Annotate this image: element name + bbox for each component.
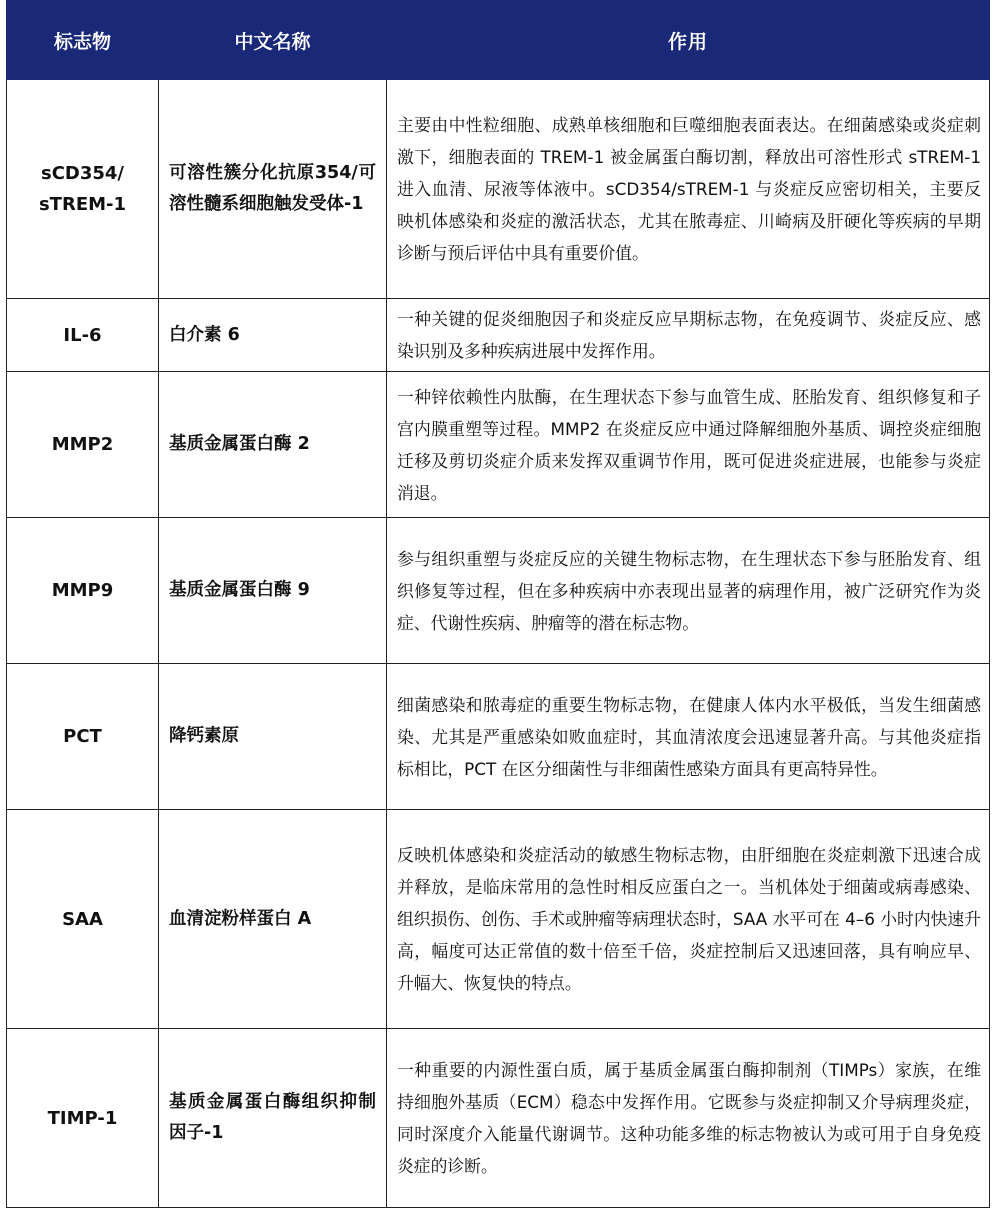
- effect-cell: 一种关键的促炎细胞因子和炎症反应早期标志物，在免疫调节、炎症反应、感染识别及多种疾病进展中发挥作用。: [387, 299, 990, 372]
- marker-cell: TIMP-1: [7, 1029, 159, 1208]
- chinese-name-cell: 基质金属蛋白酶组织抑制因子-1: [159, 1029, 387, 1208]
- header-row: [7, 1, 990, 80]
- table-header: [7, 1, 990, 80]
- chinese-name-cell: 基质金属蛋白酶 9: [159, 518, 387, 664]
- effect-cell: 反映机体感染和炎症活动的敏感生物标志物，由肝细胞在炎症刺激下迅速合成并释放，是临床常用的急性时相反应蛋白之一。当机体处于细菌或病毒感染、组织损伤、创伤、手术或肿瘤等病理状态时，SAA 水平可在 4–6 小时内快速升高，幅度可达正常值的数十倍至千倍，炎症控制后又迅速回落，具有响应早、升幅大、恢复快的特点。: [387, 810, 990, 1029]
- table-body: [7, 80, 990, 1208]
- chinese-name-cell: 白介素 6: [159, 299, 387, 372]
- marker-name: sCD354/ sTREM-1: [38, 163, 127, 215]
- table-row: [7, 80, 990, 299]
- marker-cell: IL-6: [7, 299, 159, 372]
- table-row: [7, 299, 990, 372]
- table-row: [7, 1029, 990, 1208]
- header-chinese-name: 中文名称: [159, 1, 387, 80]
- marker-cell: PCT: [7, 664, 159, 810]
- marker-cell: SAA: [7, 810, 159, 1029]
- effect-cell: 主要由中性粒细胞、成熟单核细胞和巨噬细胞表面表达。在细菌感染或炎症刺激下，细胞表面的 TREM-1 被金属蛋白酶切割，释放出可溶性形式 sTREM-1 进入血清、尿液等体液中。sCD354/sTREM-1 与炎症反应密切相关，主要反映机体感染和炎症的激活状态，尤其在脓毒症、川崎病及肝硬化等疾病的早期诊断与预后评估中具有重要价值。: [387, 80, 990, 299]
- marker-cell: [7, 80, 159, 299]
- chinese-name-cell: 可溶性簇分化抗原354/可溶性髓系细胞触发受体-1: [159, 80, 387, 299]
- effect-cell: 细菌感染和脓毒症的重要生物标志物，在健康人体内水平极低，当发生细菌感染、尤其是严重感染如败血症时，其血清浓度会迅速显著升高。与其他炎症指标相比，PCT 在区分细菌性与非细菌性感染方面具有更高特异性。: [387, 664, 990, 810]
- marker-cell: MMP2: [7, 372, 159, 518]
- table-row: [7, 810, 990, 1029]
- table-row: [7, 372, 990, 518]
- effect-cell: 一种锌依赖性内肽酶，在生理状态下参与血管生成、胚胎发育、组织修复和子宫内膜重塑等过程。MMP2 在炎症反应中通过降解细胞外基质、调控炎症细胞迁移及剪切炎症介质来发挥双重调节作用，既可促进炎症进展，也能参与炎症消退。: [387, 372, 990, 518]
- chinese-name-cell: 血清淀粉样蛋白 A: [159, 810, 387, 1029]
- chinese-name-cell: 基质金属蛋白酶 2: [159, 372, 387, 518]
- table-row: [7, 518, 990, 664]
- table-row: [7, 664, 990, 810]
- chinese-name-cell: 降钙素原: [159, 664, 387, 810]
- header-effect: 作用: [387, 1, 990, 80]
- effect-cell: 参与组织重塑与炎症反应的关键生物标志物，在生理状态下参与胚胎发育、组织修复等过程，但在多种疾病中亦表现出显著的病理作用，被广泛研究作为炎症、代谢性疾病、肿瘤等的潜在标志物。: [387, 518, 990, 664]
- biomarker-table: [6, 0, 990, 1208]
- header-marker: 标志物: [7, 1, 159, 80]
- effect-cell: 一种重要的内源性蛋白质，属于基质金属蛋白酶抑制剂（TIMPs）家族，在维持细胞外基质（ECM）稳态中发挥作用。它既参与炎症抑制又介导病理炎症，同时深度介入能量代谢调节。这种功能多维的标志物被认为或可用于自身免疫炎症的诊断。: [387, 1029, 990, 1208]
- marker-cell: MMP9: [7, 518, 159, 664]
